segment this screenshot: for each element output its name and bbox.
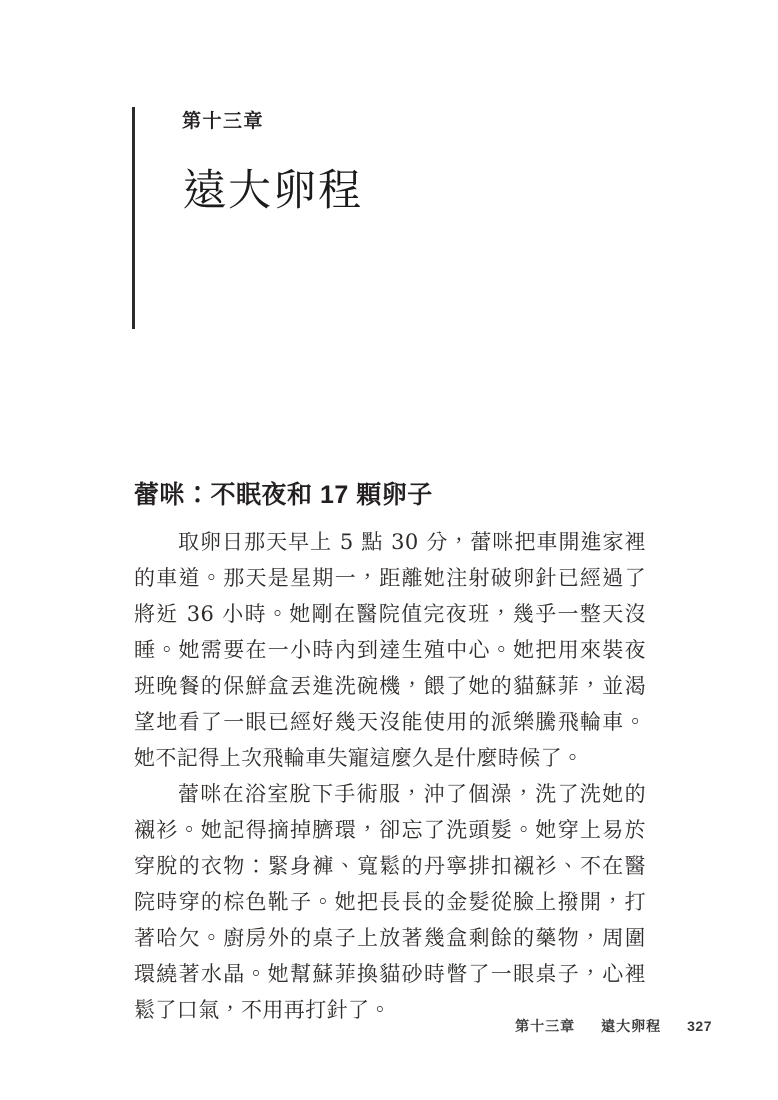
chapter-opener bbox=[132, 105, 652, 330]
body-paragraph: 取卵日那天早上 5 點 30 分，蕾咪把車開進家裡的車道。那天是星期一，距離她注射破卵針已經過了將近 36 小時。她剛在醫院值完夜班，幾乎一整天沒睡。她需要在一小時內到達生殖中心。她把用來裝夜班晚餐的保鮮盒丟進洗碗機，餵了她的貓蘇菲，並渴望地看了一眼已經好幾天沒能使用的派樂騰飛輪車。她不記得上次飛輪車失寵這麼久是什麼時候了。 bbox=[134, 530, 646, 770]
chapter-label: 第十三章 bbox=[182, 111, 265, 132]
footer-chapter-label: 第十三章 bbox=[515, 1018, 576, 1034]
section-heading: 蕾咪：不眠夜和 17 顆卵子 bbox=[134, 480, 433, 509]
body-text bbox=[134, 524, 646, 1028]
chapter-title: 遠大卵程 bbox=[183, 166, 363, 216]
chapter-vertical-rule bbox=[132, 107, 135, 329]
footer-chapter-title: 遠大卵程 bbox=[601, 1018, 662, 1034]
page-number: 327 bbox=[687, 1018, 712, 1034]
footer-inner bbox=[515, 1016, 712, 1036]
body-paragraph: 蕾咪在浴室脫下手術服，沖了個澡，洗了洗她的襯衫。她記得摘掉臍環，卻忘了洗頭髮。她穿上易於穿脫的衣物：緊身褲、寬鬆的丹寧排扣襯衫、不在醫院時穿的棕色靴子。她把長長的金髮從臉上撥開，打著哈欠。廚房外的桌子上放著幾盒剩餘的藥物，周圍環繞著水晶。她幫蘇菲換貓砂時瞥了一眼桌子，心裡鬆了口氣，不用再打針了。 bbox=[134, 782, 646, 1022]
page-footer bbox=[134, 1016, 712, 1042]
